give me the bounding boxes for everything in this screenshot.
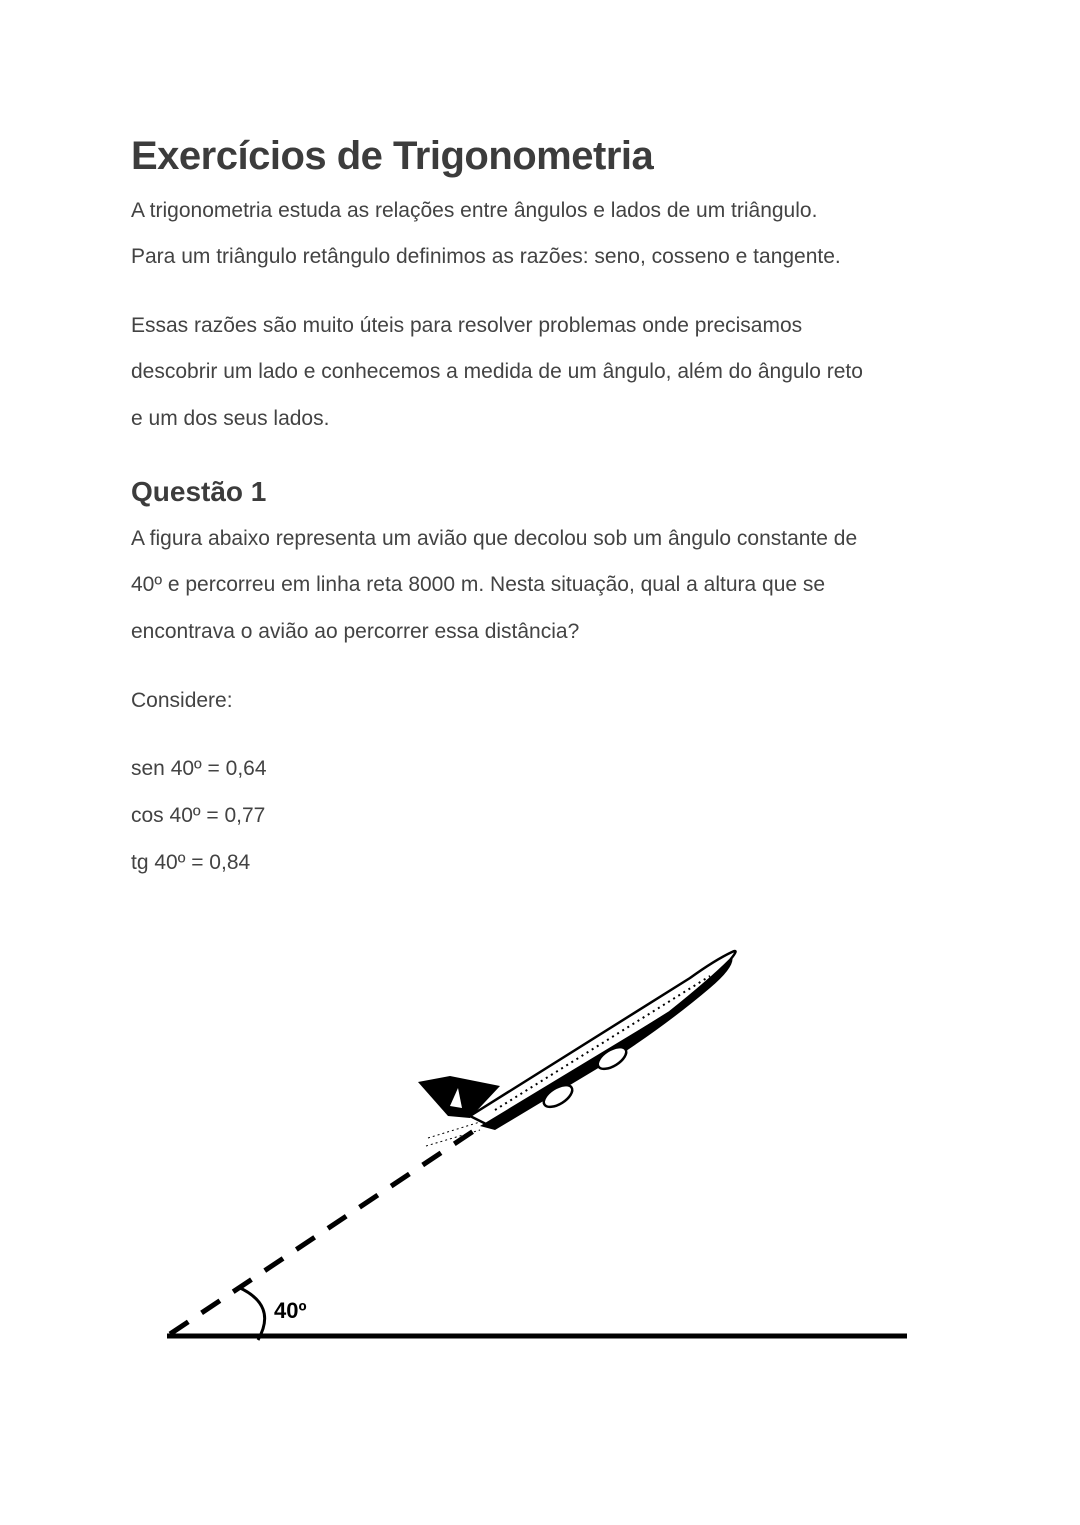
intro-line-2: Para um triângulo retângulo definimos as razões: seno, cosseno e tangente. bbox=[131, 245, 841, 268]
flight-path-dashed-line bbox=[170, 1120, 490, 1334]
question-1-text-line-2: 40º e percorreu em linha reta 8000 m. Nesta situação, qual a altura que se bbox=[131, 573, 826, 596]
intro-line-1: A trigonometria estuda as relações entre ângulos e lados de um triângulo. bbox=[131, 199, 818, 222]
airplane-figure bbox=[150, 930, 940, 1360]
paragraph-line-3: e um dos seus lados. bbox=[131, 407, 330, 430]
angle-label: 40º bbox=[274, 1298, 307, 1323]
angle-arc bbox=[238, 1287, 265, 1340]
paragraph-line-1: Essas razões são muito úteis para resolver problemas onde precisamos bbox=[131, 314, 803, 337]
question-1-text-line-3: encontrava o avião ao percorrer essa distância? bbox=[131, 620, 580, 643]
tangent-value: tg 40º = 0,84 bbox=[131, 851, 251, 874]
paragraph-line-2: descobrir um lado e conhecemos a medida de um ângulo, além do ângulo reto bbox=[131, 360, 863, 383]
question-1-text-line-1: A figura abaixo representa um avião que decolou sob um ângulo constante de bbox=[131, 527, 858, 550]
cosine-value: cos 40º = 0,77 bbox=[131, 804, 266, 827]
page-title: Exercícios de Trigonometria bbox=[131, 134, 654, 178]
consider-label: Considere: bbox=[131, 689, 233, 712]
question-1-heading: Questão 1 bbox=[131, 476, 267, 507]
sine-value: sen 40º = 0,64 bbox=[131, 757, 267, 780]
airplane-icon bbox=[418, 951, 736, 1146]
